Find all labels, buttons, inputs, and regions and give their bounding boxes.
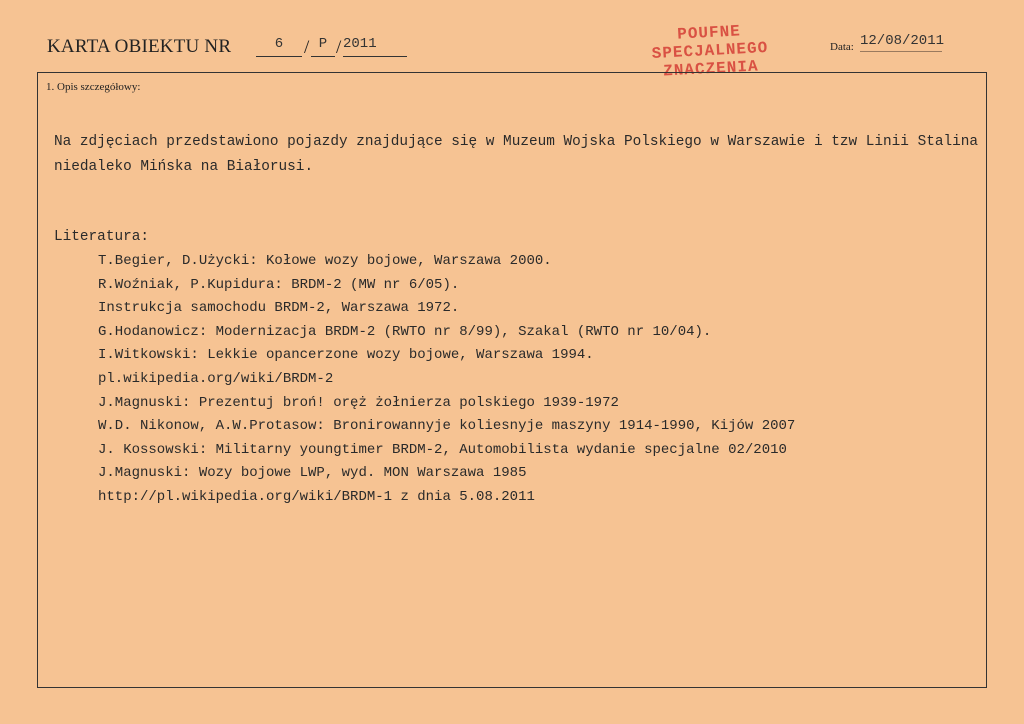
literature-heading: Literatura: [54,229,149,245]
card-title: KARTA OBIEKTU NR [47,36,232,57]
literature-item: http://pl.wikipedia.org/wiki/BRDM-1 z dnia 5.08.2011 [98,488,535,505]
literature-item: J. Kossowski: Militarny youngtimer BRDM-2, Automobilista wydanie specjalne 02/2010 [98,441,787,458]
separator-1: / [304,37,310,58]
card-series-field: P [311,37,335,57]
date-value: 12/08/2011 [860,33,942,52]
separator-2: / [336,37,342,58]
literature-item: W.D. Nikonow, A.W.Protasow: Bronirowannyje koliesnyje maszyny 1914-1990, Kijów 2007 [98,418,796,435]
literature-item: I.Witkowski: Lekkie opancerzone wozy bojowe, Warszawa 1994. [98,347,594,364]
literature-item: J.Magnuski: Prezentuj broń! oręż żołnierza polskiego 1939-1972 [98,394,619,411]
stamp-line: SPECJALNEGO [651,38,769,64]
description-text: Na zdjęciach przedstawiono pojazdy znajdujące się w Muzeum Wojska Polskiego w Warszawie i tzw Linii Stalina niedaleko Mińska na Białorusi. [54,134,979,175]
card-year-field: 2011 [343,37,407,57]
literature-item: G.Hodanowicz: Modernizacja BRDM-2 (RWTO nr 8/99), Szakal (RWTO nr 10/04). [98,323,712,340]
literature-item: T.Begier, D.Użycki: Kołowe wozy bojowe, Warszawa 2000. [98,253,552,269]
stamp-line: POUFNE [676,22,742,44]
literature-item: Instrukcja samochodu BRDM-2, Warszawa 1972. [98,300,460,317]
card-number-field: 6 [256,37,302,57]
literature-list [98,250,795,510]
date-label: Data: [830,41,854,53]
section-label: 1. Opis szczegółowy: [46,81,141,93]
literature-item: R.Woźniak, P.Kupidura: BRDM-2 (MW nr 6/05). [98,276,460,293]
literature-item: J.Magnuski: Wozy bojowe LWP, wyd. MON Warszawa 1985 [98,465,527,482]
stamp-line: ZNACZENIA [662,57,760,81]
literature-item: pl.wikipedia.org/wiki/BRDM-2 [98,370,334,387]
